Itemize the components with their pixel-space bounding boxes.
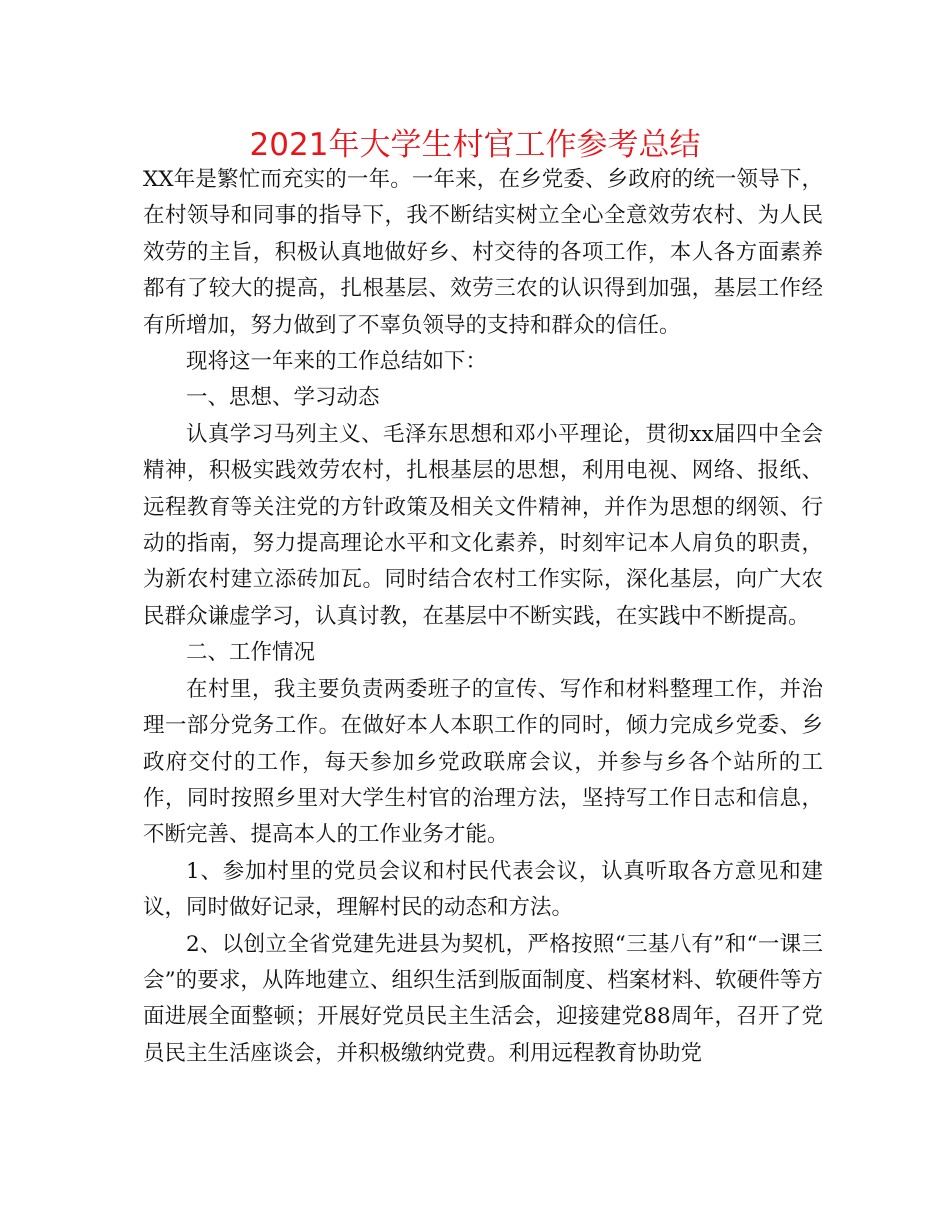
paragraph-item-1: 1、参加村里的党员会议和村民代表会议，认真听取各方意见和建议，同时做好记录，理解村民的动态和方法。	[143, 858, 823, 921]
paragraph-work-status: 在村里，我主要负责两委班子的宣传、写作和材料整理工作，并治理一部分党务工作。在做好本人本职工作的同时，倾力完成乡党委、乡政府交付的工作，每天参加乡党政联席会议，并参与乡各个站所的工作，同时按照乡里对大学生村官的治理方法，坚持写工作日志和信息，不断完善、提高本人的工作业务才能。	[143, 676, 823, 848]
paragraph-item-2: 2、以创立全省党建先进县为契机，严格按照“三基八有”和“一课三会”的要求，从阵地建立、组织生活到版面制度、档案材料、软硬件等方面进展全面整顿；开展好党员民主生活会，迎接建党88周年，召开了党员民主生活座谈会，并积极缴纳党费。利用远程教育协助党	[143, 931, 823, 1066]
document-title: 2021年大学生村官工作参考总结	[249, 127, 701, 163]
section-heading-thought-study: 一、思想、学习动态	[186, 385, 380, 411]
section-heading-work-status: 二、工作情况	[186, 640, 316, 666]
paragraph-summary-lead: 现将这一年来的工作总结如下：	[186, 349, 488, 375]
document-body	[143, 162, 823, 1072]
paragraph-thought-study: 认真学习马列主义、毛泽东思想和邓小平理论，贯彻xx届四中全会精神，积极实践效劳农村，扎根基层的思想，利用电视、网络、报纸、远程教育等关注党的方针政策及相关文件精神，并作为思想的纲领、行动的指南，努力提高理论水平和文化素养，时刻牢记本人肩负的职责，为新农村建立添砖加瓦。同时结合农村工作实际，深化基层，向广大农民群众谦虚学习，认真讨教，在基层中不断实践，在实践中不断提高。	[143, 421, 823, 629]
paragraph-intro: XX年是繁忙而充实的一年。一年来，在乡党委、乡政府的统一领导下，在村领导和同事的指导下，我不断结实树立全心全意效劳农村、为人民效劳的主旨，积极认真地做好乡、村交待的各项工作，本人各方面素养都有了较大的提高，扎根基层、效劳三农的认识得到加强，基层工作经有所增加，努力做到了不辜负领导的支持和群众的信任。	[143, 167, 823, 338]
